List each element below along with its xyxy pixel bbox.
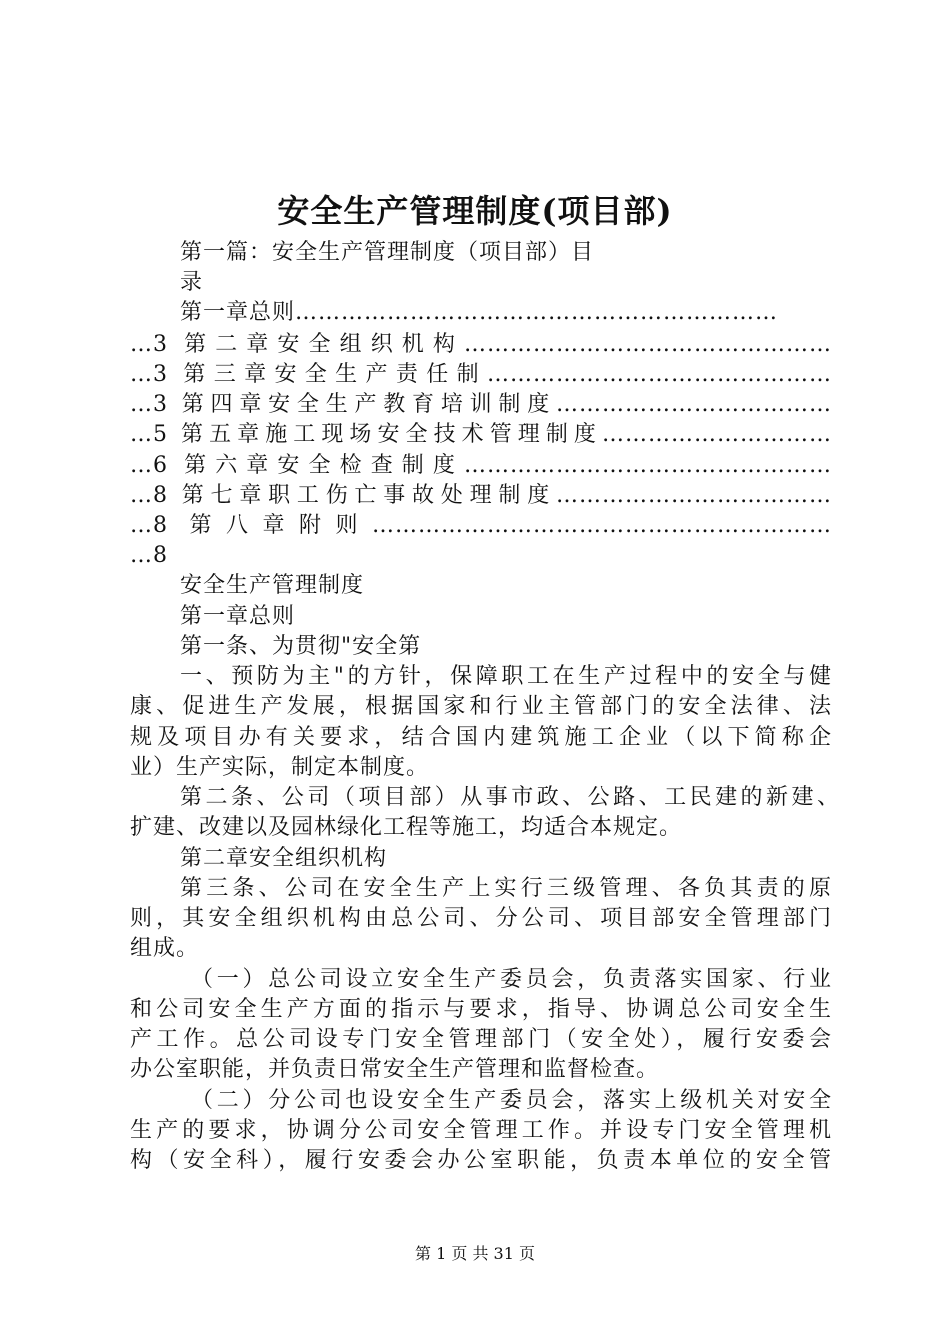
text-line: 构（安全科），履行安委会办公室职能，负责本单位的安全管: [130, 1148, 832, 1173]
text-line: 录: [180, 270, 204, 295]
text-line: 第三条、公司在安全生产上实行三级管理、各负其责的原: [180, 876, 832, 901]
text-line: 生产的要求，协调分公司安全管理工作。并设专门安全管理机: [130, 1118, 832, 1143]
text-line: （二）分公司也设安全生产委员会，落实上级机关对安全: [191, 1088, 832, 1113]
toc-line[interactable]: …6 第六章安全检查制度…………………………………………: [130, 453, 832, 478]
text-line: 第二条、公司（项目部）从事市政、公路、工民建的新建、: [180, 785, 840, 810]
toc-line: …8: [130, 543, 168, 568]
toc-line[interactable]: 第一章总则………………………………………………………: [180, 300, 779, 325]
toc-line[interactable]: …3 第三章安全生产责任制………………………………………: [130, 362, 832, 387]
toc-line[interactable]: …5 第五章施工现场安全技术管理制度…………………………: [130, 422, 832, 447]
text-line: 规及项目办有关要求，结合国内建筑施工企业（以下简称企: [130, 725, 832, 750]
toc-line[interactable]: …3 第四章安全生产教育培训制度………………………………: [130, 392, 832, 417]
text-line: 康、促进生产发展，根据国家和行业主管部门的安全法律、法: [130, 694, 832, 719]
chapter-heading: 第二章安全组织机构: [180, 846, 388, 871]
page-footer: 第 1 页 共 31 页: [415, 1244, 535, 1263]
text-line: 第一条、为贯彻"安全第: [180, 634, 422, 659]
toc-line[interactable]: …8 第八章附则……………………………………………………: [130, 513, 832, 538]
text-line: （一）总公司设立安全生产委员会，负责落实国家、行业: [191, 967, 832, 992]
text-line: 办公室职能，并负责日常安全生产管理和监督检查。: [130, 1057, 660, 1082]
text-line: 产工作。总公司设专门安全管理部门（安全处），履行安委会: [130, 1027, 832, 1052]
toc-line[interactable]: …3 第二章安全组织机构…………………………………………: [130, 332, 832, 357]
document-title: 安全生产管理制度(项目部): [277, 192, 673, 230]
text-line: 第一篇：安全生产管理制度（项目部）目: [180, 240, 595, 265]
text-line: 扩建、改建以及园林绿化工程等施工，均适合本规定。: [130, 815, 683, 840]
text-line: 组成。: [130, 936, 200, 961]
section-heading: 安全生产管理制度: [180, 573, 365, 598]
text-line: 一、预防为主"的方针，保障职工在生产过程中的安全与健: [180, 664, 832, 689]
chapter-heading: 第一章总则: [180, 604, 296, 629]
text-line: 和公司安全生产方面的指示与要求，指导、协调总公司安全生: [130, 997, 832, 1022]
toc-line[interactable]: …8 第七章职工伤亡事故处理制度………………………………: [130, 483, 832, 508]
text-line: 则，其安全组织机构由总公司、分公司、项目部安全管理部门: [130, 906, 832, 931]
text-line: 业）生产实际，制定本制度。: [130, 755, 430, 780]
